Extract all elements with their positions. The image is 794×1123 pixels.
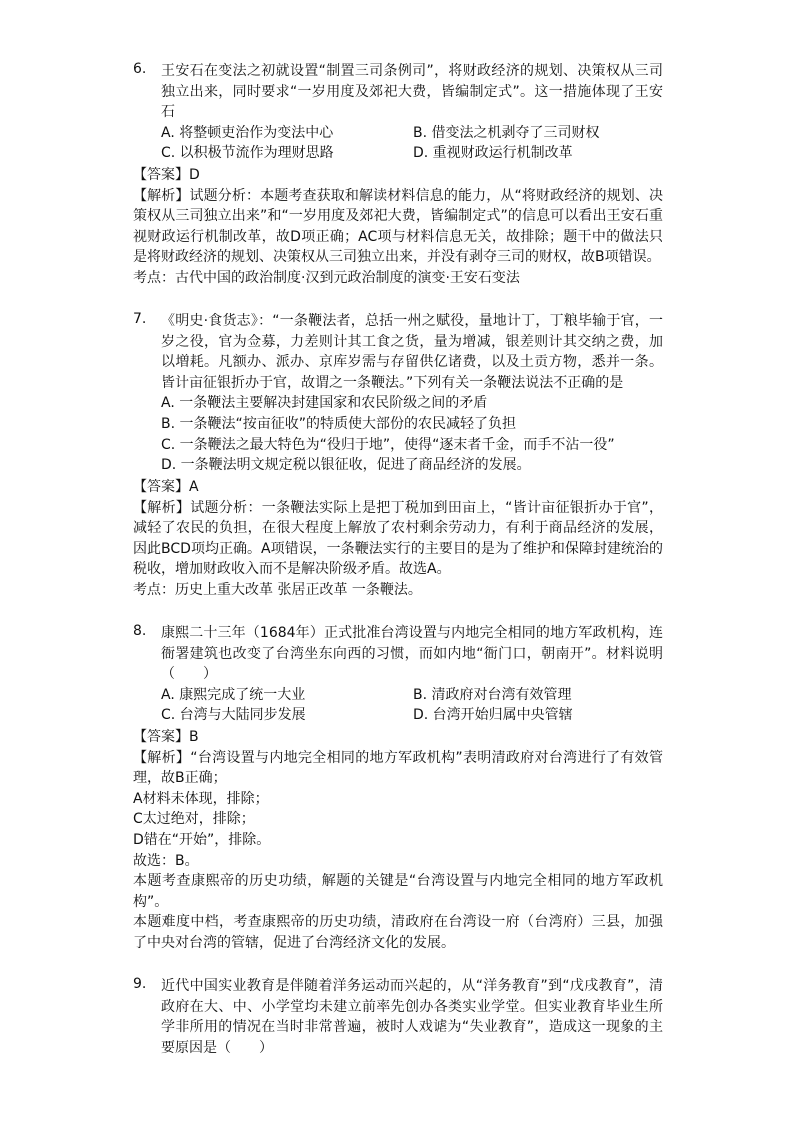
- kaodian: 考点：历史上重大改革 张居正改革 一条鞭法。: [133, 581, 422, 598]
- question-number: 7.: [133, 311, 147, 327]
- answer-value: A: [189, 479, 199, 495]
- option-c: C. 台湾与大陆同步发展: [161, 707, 306, 724]
- kaodian: 考点：古代中国的政治制度·汉到元政治制度的演变·王安石变法: [133, 269, 520, 286]
- analysis-text: 试题分析：本题考查获取和解读材料信息的能力，从“将财政经济的规划、决策权从三司独立出来”和“一岁用度及郊祀大费，皆编制定式”的信息可以看出王安石重视财政运行机制改革，故D项正确；AC项与材料信息无关，故排除；题干中的做法只是将财政经济的规划、决策权从三司独立出来，并没有剥夺三司的财权，故B项错误。: [133, 187, 663, 266]
- question-number: 8.: [133, 623, 147, 639]
- analysis-text: “台湾设置与内地完全相同的地方军政机构”表明清政府对台湾进行了有效管理，故B正确；: [133, 749, 663, 787]
- extra-line: A材料未体现，排除；: [133, 790, 269, 807]
- question-8: [133, 623, 663, 726]
- option-b: B. 清政府对台湾有效管理: [413, 686, 572, 703]
- question-number: 6.: [133, 61, 147, 77]
- answer-tag: 【答案】: [133, 167, 189, 183]
- answer-block-6: [133, 165, 663, 289]
- question-7: [133, 311, 663, 476]
- option-a: A. 一条鞭法主要解决封建国家和农民阶级之间的矛盾: [161, 395, 488, 412]
- extra-line: 故选：B。: [133, 852, 199, 869]
- answer-tag: 【答案】: [133, 479, 189, 495]
- question-stem: 康熙二十三年（1684年）正式批准台湾设置与内地完全相同的地方军政机构，连衙署建筑也改变了台湾坐东向西的习惯，而如内地“衙门口，朝南开”。材料说明（ ）: [161, 625, 663, 683]
- extra-line: 本题难度中档，考查康熙帝的历史功绩，清政府在台湾设一府（台湾府）三县，加强了中央对台湾的管辖，促进了台湾经济文化的发展。: [133, 914, 663, 951]
- extra-line: 本题考查康熙帝的历史功绩，解题的关键是“台湾设置与内地完全相同的地方军政机构”。: [133, 873, 663, 910]
- option-c: C. 一条鞭法之最大特色为“役归于地”，使得“逐末者千金，而手不沾一役”: [161, 436, 615, 453]
- options: [161, 393, 663, 475]
- answer-block-8: [133, 727, 663, 954]
- analysis-tag: 【解析】: [133, 499, 191, 516]
- question-6: [133, 61, 663, 164]
- extra-line: C太过绝对，排除；: [133, 811, 255, 828]
- option-d: D. 一条鞭法明文规定税以银征收，促进了商品经济的发展。: [161, 457, 531, 474]
- option-b: B. 借变法之机剥夺了三司财权: [413, 124, 600, 141]
- question-stem: 近代中国实业教育是伴随着洋务运动而兴起的，从“洋务教育”到“戊戌教育”，清政府在大、中、小学堂均未建立前率先创办各类实业学堂。但实业教育毕业生所学非所用的情况在当时非常普遍，被时人戏谑为“失业教育”，造成这一现象的主要原因是（ ）: [161, 978, 663, 1056]
- question-stem: 王安石在变法之初就设置“制置三司条例司”，将财政经济的规划、决策权从三司独立出来，同时要求“一岁用度及郊祀大费，皆编制定式”。这一措施体现了王安石: [161, 63, 663, 121]
- option-a: A. 康熙完成了统一大业: [161, 686, 306, 703]
- options: [161, 123, 663, 164]
- analysis-text: 试题分析：一条鞭法实际上是把丁税加到田亩上，“皆计亩征银折办于官”，减轻了农民的负担，在很大程度上解放了农村剩余劳动力，有利于商品经济的发展，因此BCD项均正确。A项错误，一条鞭法实行的主要目的是为了维护和保障封建统治的税收，增加财政收入而不是解决阶级矛盾。故选A。: [133, 499, 663, 578]
- extra-line: D错在“开始”，排除。: [133, 831, 271, 848]
- question-stem: 《明史·食货志》：“一条鞭法者，总括一州之赋役，量地计丁，丁粮毕输于官，一岁之役，官为佥募，力差则计其工食之货，量为增减，银差则计其交纳之费，加以増耗。凡额办、派办、京库岁需与存留供亿诸费，以及土贡方物，悉并一条。皆计亩征银折办于官，故谓之一条鞭法。”下列有关一条鞭法说法不正确的是: [161, 313, 663, 391]
- options: [161, 685, 663, 726]
- question-9: [133, 976, 663, 1058]
- question-number: 9.: [133, 976, 147, 992]
- answer-tag: 【答案】: [133, 729, 189, 745]
- answer-value: D: [189, 167, 200, 183]
- option-c: C. 以积极节流作为理财思路: [161, 145, 334, 162]
- answer-block-7: [133, 477, 663, 601]
- answer-value: B: [189, 729, 199, 745]
- option-d: D. 台湾开始归属中央管辖: [413, 707, 573, 724]
- option-a: A. 将整顿吏治作为变法中心: [161, 124, 334, 141]
- option-b: B. 一条鞭法“按亩征收”的特质使大部份的农民减轻了负担: [161, 415, 517, 432]
- analysis-tag: 【解析】: [133, 749, 191, 766]
- option-d: D. 重视财政运行机制改革: [413, 145, 573, 162]
- analysis-tag: 【解析】: [133, 187, 190, 204]
